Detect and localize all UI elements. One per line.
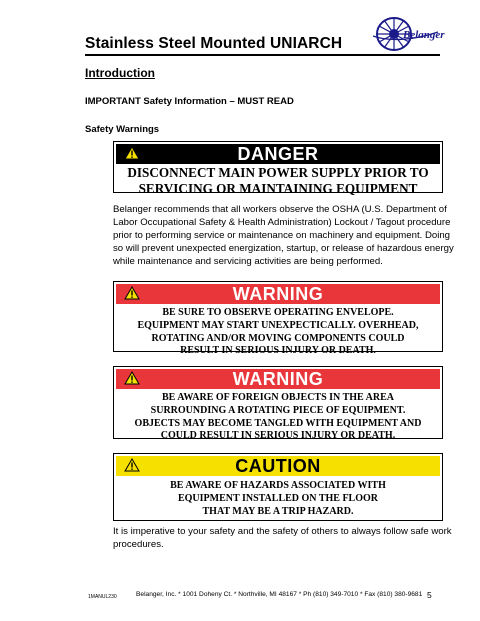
page-footer: [0, 589, 480, 603]
sign-line: THAT MAY BE A TRIP HAZARD.: [202, 506, 354, 517]
warning-sign-header: [116, 369, 440, 389]
warning-sign-header: [116, 284, 440, 304]
warning-sign-text: [114, 304, 442, 362]
svg-text:Belanger: Belanger: [403, 29, 445, 41]
danger-sign-header: [116, 144, 440, 164]
danger-sign: [113, 141, 443, 196]
safe-work-paragraph: [113, 525, 452, 551]
sign-line: EQUIPMENT MAY START UNEXPECTICALLY. OVERHEAD,: [137, 319, 419, 331]
sign-line: BE AWARE OF FOREIGN OBJECTS IN THE AREA: [162, 392, 394, 403]
sign-line: BE AWARE OF HAZARDS ASSOCIATED WITH: [170, 480, 386, 491]
sign-line: SERVICING OR MAINTAINING EQUIPMENT: [138, 181, 418, 196]
sign-line: COULD RESULT IN SERIOUS INJURY OR DEATH.: [160, 430, 396, 442]
page-number: 5: [427, 590, 432, 600]
sign-line: OBJECTS MAY BECOME TANGLED WITH EQUIPMENT AND: [134, 417, 422, 429]
warning-signal-word: WARNING: [232, 369, 324, 389]
safety-warnings-heading: Safety Warnings: [85, 124, 160, 135]
caution-signal-word: CAUTION: [235, 456, 321, 476]
warning-sign-foreign-objects: [113, 366, 443, 442]
sign-line: BE SURE TO OBSERVE OPERATING ENVELOPE.: [162, 307, 394, 318]
caution-sign-text: [114, 476, 442, 522]
warning-sign-text: [114, 389, 442, 447]
paragraph-line: so will prevent unexpected energization, startup, or release of hazardous energy: [113, 243, 454, 254]
document-title: Stainless Steel Mounted UNIARCH: [85, 35, 343, 52]
paragraph-line: Belanger recommends that all workers observe the OSHA (U.S. Department of: [113, 204, 447, 215]
header-rule: [85, 54, 440, 56]
footer-doc-code: 1MANUL230: [88, 594, 117, 600]
section-heading: Introduction: [85, 66, 155, 80]
belanger-logo-icon: [370, 14, 445, 56]
caution-sign: [113, 453, 443, 521]
paragraph-line: Labor Occupational Safety & Health Administration) Lockout / Tagout procedure: [113, 217, 451, 228]
sign-line: SURROUNDING A ROTATING PIECE OF EQUIPMENT.: [150, 404, 406, 416]
sign-line: ROTATING AND/OR MOVING COMPONENTS COULD: [151, 332, 405, 344]
warning-sign-operating-envelope: [113, 281, 443, 357]
paragraph-line: while maintenance and servicing activities are being performed.: [113, 256, 383, 267]
paragraph-line: prior to performing service or maintenance on machinery and equipment. Doing: [113, 230, 451, 241]
footer-address: Belanger, Inc. * 1001 Doheny Ct. * Northville, MI 48167 * Ph (810) 349-7010 * Fax (810) 380-9681: [136, 591, 423, 598]
sign-line: EQUIPMENT INSTALLED ON THE FLOOR: [177, 493, 379, 504]
danger-sign-text: [114, 164, 442, 201]
warning-signal-word: WARNING: [232, 284, 324, 304]
important-safety-line: IMPORTANT Safety Information – MUST READ: [85, 96, 294, 107]
sign-line: DISCONNECT MAIN POWER SUPPLY PRIOR TO: [127, 165, 429, 180]
danger-signal-word: DANGER: [237, 144, 319, 164]
paragraph-line: It is imperative to your safety and the safety of others to always follow safe work: [113, 526, 452, 537]
caution-sign-header: [116, 456, 440, 476]
lockout-tagout-paragraph: [113, 203, 454, 268]
paragraph-line: procedures.: [113, 539, 164, 550]
sign-line: RESULT IN SERIOUS INJURY OR DEATH.: [180, 345, 376, 357]
